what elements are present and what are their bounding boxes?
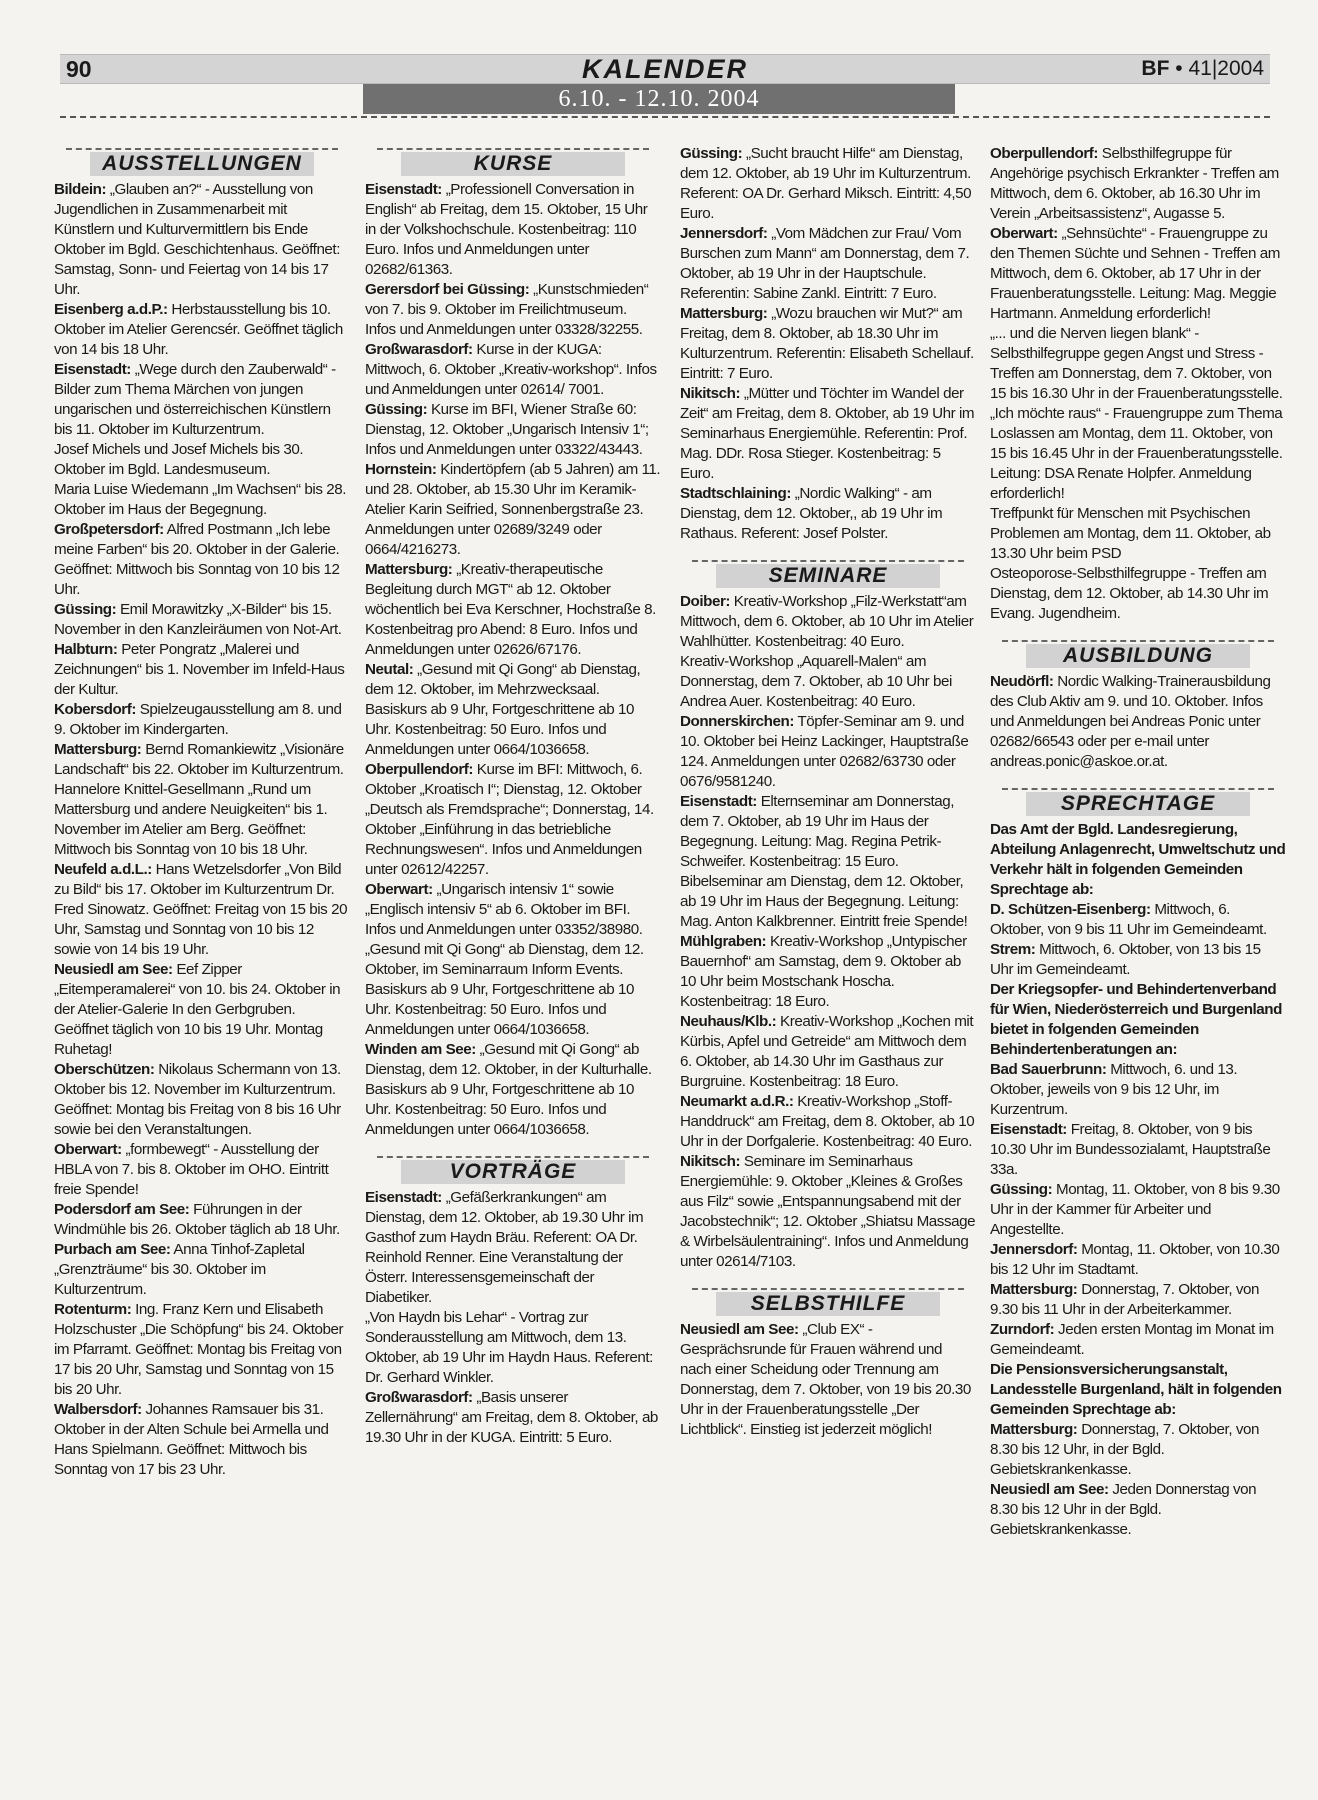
page-header [60, 54, 1270, 84]
calendar-entry [680, 792, 976, 872]
entry-text: „Gefäßerkrankungen“ am Dienstag, dem 12. Oktober, ab 19.30 Uhr im Gasthof zum Haydn Bräu. Referent: OA Dr. Reinhold Renner. Eine Veranstaltung der Österr. Interessensgemeinschaft der Diabetiker. [365, 1189, 644, 1306]
calendar-entry [365, 460, 661, 560]
calendar-entry [365, 1188, 661, 1308]
entry-place: Neumarkt a.d.R.: [680, 1093, 794, 1110]
entry-text: Nordic Walking-Trainerausbildung des Club Aktiv am 9. und 10. Oktober. Infos und Anmeldungen bei Andreas Ponic unter 02682/66543 oder per e-mail unter andreas.ponic@askoe.or.at. [990, 673, 1271, 770]
entry-text: Anna Tinhof-Zapletal „Grenzträume“ bis 30. Oktober im Kulturzentrum. [54, 1241, 305, 1298]
entry-place: Oberpullendorf: [990, 145, 1098, 162]
entry-text: Spielzeugausstellung am 8. und 9. Oktober im Kindergarten. [54, 701, 342, 738]
calendar-entry [365, 1308, 661, 1388]
entry-place: Nikitsch: [680, 385, 741, 402]
calendar-entry [680, 224, 976, 304]
entry-text: Donnerstag, 7. Oktober, von 8.30 bis 12 Uhr, in der Bgld. Gebietskrankenkasse. [990, 1421, 1259, 1478]
entry-text: „Ich möchte raus“ - Frauengruppe zum Thema Loslassen am Montag, dem 11. Oktober, von 15 bis 16.45 Uhr in der Frauenberatungsstelle. Leitung: DSA Renate Holpfer. Anmeldung erforderlich! [990, 405, 1283, 502]
entry-place: Oberpullendorf: [365, 761, 473, 778]
calendar-entry [54, 740, 350, 780]
entry-text: „Basis unserer Zellernährung“ am Freitag, dem 8. Oktober, ab 19.30 Uhr in der KUGA. Eintritt: 5 Euro. [365, 1389, 658, 1446]
seminare-list [680, 592, 976, 1272]
entry-place: Neusiedl am See: [680, 1321, 799, 1338]
section-heading-vortraege: VORTRÄGE [365, 1156, 661, 1182]
entry-text: Alfred Postmann „Ich lebe meine Farben“ bis 20. Oktober in der Galerie. Geöffnet: Mittwoch bis Sonntag von 10 bis 12 Uhr. [54, 521, 340, 598]
section-heading-kurse: KURSE [365, 148, 661, 174]
entry-place: Eisenstadt: [54, 361, 131, 378]
entry-place: Oberwart: [990, 225, 1058, 242]
entry-place: Jennersdorf: [990, 1241, 1078, 1258]
entry-text: „Gesund mit Qi Gong“ ab Dienstag, dem 12. Oktober, in der Kulturhalle. Basiskurs ab 9 Uhr, Fortgeschrittene ab 10 Uhr. Kostenbeitrag: 50 Euro. Infos und Anmeldungen unter 0664/1036658. [365, 1041, 652, 1138]
calendar-entry [365, 1040, 661, 1140]
calendar-entry [54, 1060, 350, 1140]
section-title: KALENDER [581, 54, 748, 84]
entry-place: Neusiedl am See: [54, 961, 173, 978]
entry-text: Hans Wetzelsdorfer „Von Bild zu Bild“ bis 17. Oktober im Kulturzentrum Dr. Fred Sinowatz. Geöffnet: Freitag von 15 bis 20 Uhr, Samstag und Sonntag von 10 bis 12 sowie von 14 bis 19 Uhr. [54, 861, 348, 958]
entry-place: Oberschützen: [54, 1061, 155, 1078]
entry-text: Kurse im BFI, Wiener Straße 60: Dienstag, 12. Oktober „Ungarisch Intensiv 1“; Infos und Anmeldungen unter 03322/43443. [365, 401, 649, 458]
entry-text: Mittwoch, 6. Oktober, von 9 bis 11 Uhr im Gemeindeamt. [990, 901, 1267, 938]
calendar-entry [990, 1240, 1286, 1280]
entry-text: „formbewegt“ - Ausstellung der HBLA von 7. bis 8. Oktober im OHO. Eintritt freie Spende! [54, 1141, 329, 1198]
entry-text: Hannelore Knittel-Gesellmann „Rund um Mattersburg und andere Neuigkeiten“ bis 1. November im Atelier am Berg. Geöffnet: Mittwoch bis Sonntag von 10 bis 18 Uhr. [54, 781, 328, 858]
entry-text: Donnerstag, 7. Oktober, von 9.30 bis 11 Uhr in der Arbeiterkammer. [990, 1281, 1259, 1318]
entry-text: Kreativ-Workshop „Filz-Werkstatt“am Mittwoch, dem 6. Oktober, ab 10 Uhr im Atelier Wahlhütter. Kostenbeitrag: 40 Euro. [680, 593, 974, 650]
calendar-entry [365, 180, 661, 280]
sprechtage-intro-3: Die Pensionsversicherungsanstalt, Landesstelle Burgenland, hält in folgenden Gemeinden Sprechtage ab: [990, 1361, 1282, 1418]
entry-place: Jennersdorf: [680, 225, 768, 242]
entry-place: D. Schützen-Eisenberg: [990, 901, 1151, 918]
calendar-entry [990, 940, 1286, 980]
calendar-entry [54, 440, 350, 480]
entry-text: Kreativ-Workshop „Kochen mit Kürbis, Apfel und Getreide“ am Mittwoch dem 6. Oktober, ab 14.30 Uhr im Gasthaus zur Burgruine. Kostenbeitrag: 18 Euro. [680, 1013, 974, 1090]
entry-text: „Club EX“ - Gesprächsrunde für Frauen während und nach einer Scheidung oder Trennung am Donnerstag, dem 7. Oktober, von 19 bis 20.30 Uhr in der Frauenberatungsstelle „Der Lichtblick“. Einstieg ist jederzeit möglich! [680, 1321, 971, 1438]
entry-place: Mattersburg: [680, 305, 768, 322]
entry-text: Kreativ-Workshop „Untypischer Bauernhof“ am Samstag, dem 9. Oktober ab 10 Uhr beim Mostschank Hoscha. Kostenbeitrag: 18 Euro. [680, 933, 967, 1010]
column-3 [680, 144, 976, 1440]
calendar-entry [990, 1480, 1286, 1540]
entry-text: „Sucht braucht Hilfe“ am Dienstag, dem 12. Oktober, ab 19 Uhr im Kulturzentrum. Referent: OA Dr. Gerhard Miksch. Eintritt: 4,50 Euro. [680, 145, 972, 222]
calendar-entry [365, 560, 661, 660]
entry-place: Mattersburg: [990, 1281, 1078, 1298]
entry-text: Montag, 11. Oktober, von 8 bis 9.30 Uhr in der Kammer für Arbeiter und Angestellte. [990, 1181, 1280, 1238]
ausbildung-list [990, 672, 1286, 772]
calendar-entry [680, 872, 976, 932]
column-1 [54, 146, 350, 1480]
calendar-entry [365, 880, 661, 940]
entry-text: „Vom Mädchen zur Frau/ Vom Burschen zum Mann“ am Donnerstag, dem 7. Oktober, ab 19 Uhr in der Hauptschule. Referentin: Sabine Zankl. Eintritt: 7 Euro. [680, 225, 970, 302]
section-heading-ausstellungen: AUSSTELLUNGEN [54, 148, 350, 174]
entry-place: Strem: [990, 941, 1036, 958]
entry-place: Neudörfl: [990, 673, 1054, 690]
section-heading-selbsthilfe: SELBSTHILFE [680, 1288, 976, 1314]
entry-place: Stadtschlaining: [680, 485, 791, 502]
entry-place: Güssing: [365, 401, 428, 418]
calendar-entry [54, 360, 350, 440]
entry-place: Halbturn: [54, 641, 118, 658]
calendar-entry [54, 1140, 350, 1200]
vortraege-continued-list [680, 144, 976, 544]
calendar-entry [365, 760, 661, 880]
entry-place: Großwarasdorf: [365, 1389, 473, 1406]
calendar-entry [365, 660, 661, 760]
entry-place: Eisenberg a.d.P.: [54, 301, 168, 318]
entry-text: „Kreativ-therapeutische Begleitung durch MGT“ ab 12. Oktober wöchentlich bei Eva Kerschner, Hochstraße 8. Kostenbeitrag pro Abend: 8 Euro. Infos und Anmeldungen unter 02626/67176. [365, 561, 656, 658]
entry-text: Herbstausstellung bis 10. Oktober im Atelier Gerencsér. Geöffnet täglich von 14 bis 18 Uhr. [54, 301, 343, 358]
entry-place: Doiber: [680, 593, 731, 610]
column-4 [990, 144, 1286, 1540]
entry-place: Podersdorf am See: [54, 1201, 190, 1218]
sprechtage-intro-1: Das Amt der Bgld. Landesregierung, Abteilung Anlagenrecht, Umweltschutz und Verkehr hält in folgenden Gemeinden Sprechtage ab: [990, 821, 1286, 898]
calendar-entry [990, 144, 1286, 224]
entry-place: Neuhaus/Klb.: [680, 1013, 777, 1030]
entry-place: Güssing: [54, 601, 117, 618]
date-range-bar: 6.10. - 12.10. 2004 [363, 84, 955, 114]
entry-place: Mattersburg: [54, 741, 142, 758]
calendar-entry [54, 1240, 350, 1300]
entry-text: „Wozu brauchen wir Mut?“ am Freitag, dem 8. Oktober, ab 18.30 Uhr im Kulturzentrum. Referentin: Elisabeth Schellauf. Eintritt: 7 Euro. [680, 305, 974, 382]
entry-place: Zurndorf: [990, 1321, 1055, 1338]
entry-text: „Wege durch den Zauberwald“ - Bilder zum Thema Märchen von jungen ungarischen und österreichischen Künstlern bis 11. Oktober im Kulturzentrum. [54, 361, 336, 438]
entry-place: Winden am See: [365, 1041, 476, 1058]
calendar-entry [365, 940, 661, 1040]
entry-text: Seminare im Seminarhaus Energiemühle: 9. Oktober „Kleines & Großes aus Filz“ sowie „Entspannungsabend mit der Jacobstechnik“; 12. Oktober „Shiatsu Massage & Wirbelsäulentraining“. Infos und Anmeldung unter 02614/7103. [680, 1153, 976, 1270]
sprechtage-group-3 [990, 1420, 1286, 1540]
entry-text: „Mütter und Töchter im Wandel der Zeit“ am Freitag, dem 8. Oktober, ab 19 Uhr im Seminarhaus Energiemühle. Referentin: Prof. Mag. DDr. Rosa Stieger. Kostenbeitrag: 5 Euro. [680, 385, 975, 482]
calendar-entry [54, 1300, 350, 1400]
calendar-entry [54, 1200, 350, 1240]
entry-place: Bildein: [54, 181, 107, 198]
entry-text: Emil Morawitzky „X-Bilder“ bis 15. November in den Kanzleiräumen von Not-Art. [54, 601, 342, 638]
calendar-entry [54, 300, 350, 360]
calendar-entry [990, 1280, 1286, 1320]
calendar-entry [54, 180, 350, 300]
column-2 [365, 146, 661, 1448]
calendar-entry [990, 1120, 1286, 1180]
entry-text: Mittwoch, 6. Oktober, von 13 bis 15 Uhr im Gemeindeamt. [990, 941, 1261, 978]
header-divider [60, 116, 1270, 118]
entry-text: „Gesund mit Qi Gong“ ab Dienstag, dem 12. Oktober, im Seminarraum Inform Events. Basiskurs ab 9 Uhr, Fortgeschrittene ab 10 Uhr. Kostenbeitrag: 50 Euro. Infos und Anmeldungen unter 0664/1036658. [365, 941, 644, 1038]
entry-place: Oberwart: [54, 1141, 122, 1158]
selbsthilfe-continued-list [990, 144, 1286, 624]
issue-number: 41|2004 [1188, 57, 1264, 80]
entry-place: Neufeld a.d.L.: [54, 861, 152, 878]
calendar-entry [54, 700, 350, 740]
entry-text: Montag, 11. Oktober, von 10.30 bis 12 Uhr im Stadtamt. [990, 1241, 1280, 1278]
calendar-entry [54, 480, 350, 520]
entry-place: Mattersburg: [365, 561, 453, 578]
entry-text: Peter Pongratz „Malerei und Zeichnungen“ bis 1. November im Infeld-Haus der Kultur. [54, 641, 345, 698]
calendar-entry [365, 1388, 661, 1448]
entry-place: Eisenstadt: [680, 793, 757, 810]
calendar-entry [990, 672, 1286, 772]
entry-place: Eisenstadt: [365, 1189, 442, 1206]
entry-text: Jeden ersten Montag im Monat im Gemeindeamt. [990, 1321, 1274, 1358]
calendar-entry [990, 564, 1286, 624]
issue-brand: BF [1141, 57, 1170, 80]
calendar-entry [54, 600, 350, 640]
calendar-entry [54, 640, 350, 700]
entry-text: Kreativ-Workshop „Stoff-Handdruck“ am Freitag, dem 8. Oktober, ab 10 Uhr in der Dorfgalerie. Kostenbeitrag: 40 Euro. [680, 1093, 975, 1150]
sprechtage-intro-2: Der Kriegsopfer- und Behindertenverband für Wien, Niederösterreich und Burgenland bietet in folgenden Gemeinden Behindertenberatungen an: [990, 981, 1282, 1058]
entry-text: Mittwoch, 6. und 13. Oktober, jeweils von 9 bis 12 Uhr, im Kurzentrum. [990, 1061, 1238, 1118]
calendar-entry [680, 1152, 976, 1272]
entry-text: Maria Luise Wiedemann „Im Wachsen“ bis 28. Oktober im Haus der Begegnung. [54, 481, 346, 518]
calendar-entry [365, 340, 661, 400]
entry-text: Elternseminar am Donnerstag, dem 7. Oktober, ab 19 Uhr im Haus der Begegnung. Leitung: Mag. Regina Petrik-Schweifer. Kostenbeitrag: 15 Euro. [680, 793, 955, 870]
entry-text: „Professionell Conversation in English“ ab Freitag, dem 15. Oktober, 15 Uhr in der Volkshochschule. Kostenbeitrag: 110 Euro. Infos und Anmeldungen unter 02682/61363. [365, 181, 648, 278]
section-heading-seminare: SEMINARE [680, 560, 976, 586]
entry-place: Nikitsch: [680, 1153, 741, 1170]
calendar-entry [990, 900, 1286, 940]
vortraege-list [365, 1188, 661, 1448]
entry-place: Eisenstadt: [990, 1121, 1067, 1138]
issue-separator: • [1175, 57, 1183, 80]
ausstellungen-list [54, 180, 350, 1480]
entry-place: Kobersdorf: [54, 701, 136, 718]
entry-text: Selbsthilfegruppe für Angehörige psychisch Erkrankter - Treffen am Mittwoch, dem 6. Oktober, ab 16.30 Uhr im Verein „Arbeitsassistenz“, Augasse 5. [990, 145, 1279, 222]
entry-text: Kurse im BFI: Mittwoch, 6. Oktober „Kroatisch I“; Dienstag, 12. Oktober „Deutsch als Fremdsprache“; Donnerstag, 14. Oktober „Einführung in das betriebliche Rechnungswesen“. Infos und Anmeldungen unter 02612/42257. [365, 761, 654, 878]
calendar-entry [680, 1012, 976, 1092]
entry-text: Bibelseminar am Dienstag, dem 12. Oktober, ab 19 Uhr im Haus der Begegnung. Leitung: Mag. Anton Kalkbrenner. Eintritt freie Spende! [680, 873, 968, 930]
entry-text: Treffpunkt für Menschen mit Psychischen Problemen am Montag, dem 11. Oktober, ab 13.30 Uhr beim PSD [990, 505, 1271, 562]
calendar-entry [990, 504, 1286, 564]
entry-place: Mühlgraben: [680, 933, 767, 950]
entry-text: „Gesund mit Qi Gong“ ab Dienstag, dem 12. Oktober, im Mehrzwecksaal. Basiskurs ab 9 Uhr, Fortgeschrittene ab 10 Uhr. Kostenbeitrag: 50 Euro. Infos und Anmeldungen unter 0664/1036658. [365, 661, 641, 758]
entry-text: Ing. Franz Kern und Elisabeth Holzschuster „Die Schöpfung“ bis 24. Oktober im Pfarramt. Geöffnet: Montag bis Freitag von 17 bis 20 Uhr, Samstag und Sonntag von 15 bis 20 Uhr. [54, 1301, 344, 1398]
section-heading-ausbildung: AUSBILDUNG [990, 640, 1286, 666]
sprechtage-group-2 [990, 1060, 1286, 1360]
calendar-entry [680, 592, 976, 652]
entry-place: Eisenstadt: [365, 181, 442, 198]
calendar-entry [680, 484, 976, 544]
calendar-entry [990, 324, 1286, 404]
entry-text: „Nordic Walking“ - am Dienstag, dem 12. Oktober,, ab 19 Uhr im Rathaus. Referent: Josef Polster. [680, 485, 943, 542]
entry-text: Bernd Romankiewitz „Visionäre Landschaft“ bis 22. Oktober im Kulturzentrum. [54, 741, 344, 778]
entry-place: Purbach am See: [54, 1241, 171, 1258]
entry-text: Nikolaus Schermann von 13. Oktober bis 12. November im Kulturzentrum. Geöffnet: Montag bis Freitag von 8 bis 16 Uhr sowie bei den Veranstaltungen. [54, 1061, 341, 1138]
calendar-entry [54, 960, 350, 1060]
entry-place: Bad Sauerbrunn: [990, 1061, 1107, 1078]
entry-text: Kindertöpfern (ab 5 Jahren) am 11. und 28. Oktober, ab 15.30 Uhr im Keramik-Atelier Karin Seifried, Sonnenbergstraße 23. Anmeldungen unter 02689/3249 oder 0664/4216273. [365, 461, 661, 558]
entry-text: Josef Michels und Josef Michels bis 30. Oktober im Bgld. Landesmuseum. [54, 441, 304, 478]
calendar-entry [54, 780, 350, 860]
entry-place: Neutal: [365, 661, 414, 678]
calendar-entry [680, 304, 976, 384]
entry-place: Neusiedl am See: [990, 1481, 1109, 1498]
issue-info [1141, 57, 1264, 81]
calendar-entry [365, 400, 661, 460]
calendar-entry [990, 1320, 1286, 1360]
entry-place: Walbersdorf: [54, 1401, 142, 1418]
calendar-entry [54, 1400, 350, 1480]
entry-text: Jeden Donnerstag von 8.30 bis 12 Uhr in der Bgld. Gebietskrankenkasse. [990, 1481, 1257, 1538]
entry-place: Gerersdorf bei Güssing: [365, 281, 530, 298]
calendar-entry [990, 1420, 1286, 1480]
entry-place: Mattersburg: [990, 1421, 1078, 1438]
calendar-entry [365, 280, 661, 340]
entry-text: „Von Haydn bis Lehar“ - Vortrag zur Sonderausstellung am Mittwoch, dem 13. Oktober, ab 19 Uhr im Haydn Haus. Referent: Dr. Gerhard Winkler. [365, 1309, 653, 1386]
entry-place: Großwarasdorf: [365, 341, 473, 358]
entry-text: Kreativ-Workshop „Aquarell-Malen“ am Donnerstag, dem 7. Oktober, ab 10 Uhr bei Andrea Auer. Kostenbeitrag: 40 Euro. [680, 653, 952, 710]
calendar-entry [54, 860, 350, 960]
calendar-entry [680, 144, 976, 224]
calendar-entry [990, 1180, 1286, 1240]
entry-text: „Glauben an?“ - Ausstellung von Jugendlichen in Zusammenarbeit mit Künstlern und Kulturvermittlern bis Ende Oktober im Bgld. Geschichtenhaus. Geöffnet: Samstag, Sonn- und Feiertag von 14 bis 17 Uhr. [54, 181, 340, 298]
calendar-entry [990, 404, 1286, 504]
entry-text: „... und die Nerven liegen blank“ - Selbsthilfegruppe gegen Angst und Stress - Treffen am Donnerstag, dem 7. Oktober, von 15 bis 16.30 Uhr in der Frauenberatungsstelle. [990, 325, 1283, 402]
calendar-entry [680, 712, 976, 792]
calendar-entry [680, 932, 976, 1012]
calendar-entry [54, 520, 350, 600]
calendar-entry [680, 1320, 976, 1440]
entry-place: Rotenturm: [54, 1301, 132, 1318]
entry-text: „Kunstschmieden“ von 7. bis 9. Oktober im Freilichtmuseum. Infos und Anmeldungen unter 03328/32255. [365, 281, 649, 338]
entry-text: Kurse in der KUGA: Mittwoch, 6. Oktober „Kreativ-workshop“. Infos und Anmeldungen unter 02614/ 7001. [365, 341, 657, 398]
calendar-entry [990, 1060, 1286, 1120]
page-number: 90 [66, 56, 92, 82]
entry-text: Freitag, 8. Oktober, von 9 bis 10.30 Uhr im Bundessozialamt, Hauptstraße 33a. [990, 1121, 1271, 1178]
entry-place: Güssing: [990, 1181, 1053, 1198]
entry-text: Osteoporose-Selbsthilfegruppe - Treffen am Dienstag, dem 12. Oktober, ab 14.30 Uhr im Evang. Jugendheim. [990, 565, 1269, 622]
entry-text: Führungen in der Windmühle bis 26. Oktober täglich ab 18 Uhr. [54, 1201, 340, 1238]
entry-text: „Ungarisch intensiv 1“ sowie „Englisch intensiv 5“ ab 6. Oktober im BFI. Infos und Anmeldungen unter 03352/38980. [365, 881, 643, 938]
entry-text: „Sehnsüchte“ - Frauengruppe zu den Themen Süchte und Sehnen - Treffen am Mittwoch, dem 6. Oktober, ab 17 Uhr in der Frauenberatungsstelle. Leitung: Mag. Meggie Hartmann. Anmeldung erforderlich! [990, 225, 1281, 322]
entry-place: Oberwart: [365, 881, 433, 898]
entry-place: Hornstein: [365, 461, 437, 478]
entry-text: Töpfer-Seminar am 9. und 10. Oktober bei Heinz Lackinger, Hauptstraße 124. Anmeldungen unter 02682/63730 oder 0676/9581240. [680, 713, 969, 790]
calendar-entry [680, 1092, 976, 1152]
calendar-entry [990, 224, 1286, 324]
entry-place: Donnerskirchen: [680, 713, 794, 730]
entry-text: Johannes Ramsauer bis 31. Oktober in der Alten Schule bei Armella und Hans Spielmann. Geöffnet: Mittwoch bis Sonntag von 17 bis 23 Uhr. [54, 1401, 329, 1478]
calendar-entry [680, 384, 976, 484]
sprechtage-group-1 [990, 900, 1286, 980]
entry-place: Güssing: [680, 145, 743, 162]
kurse-list [365, 180, 661, 1140]
section-heading-sprechtage: SPRECHTAGE [990, 788, 1286, 814]
entry-text: Eef Zipper „Eitemperamalerei“ von 10. bis 24. Oktober in der Atelier-Galerie In den Gerbgruben. Geöffnet täglich von 10 bis 19 Uhr. Montag Ruhetag! [54, 961, 341, 1058]
calendar-entry [680, 652, 976, 712]
entry-place: Großpetersdorf: [54, 521, 164, 538]
selbsthilfe-list [680, 1320, 976, 1440]
